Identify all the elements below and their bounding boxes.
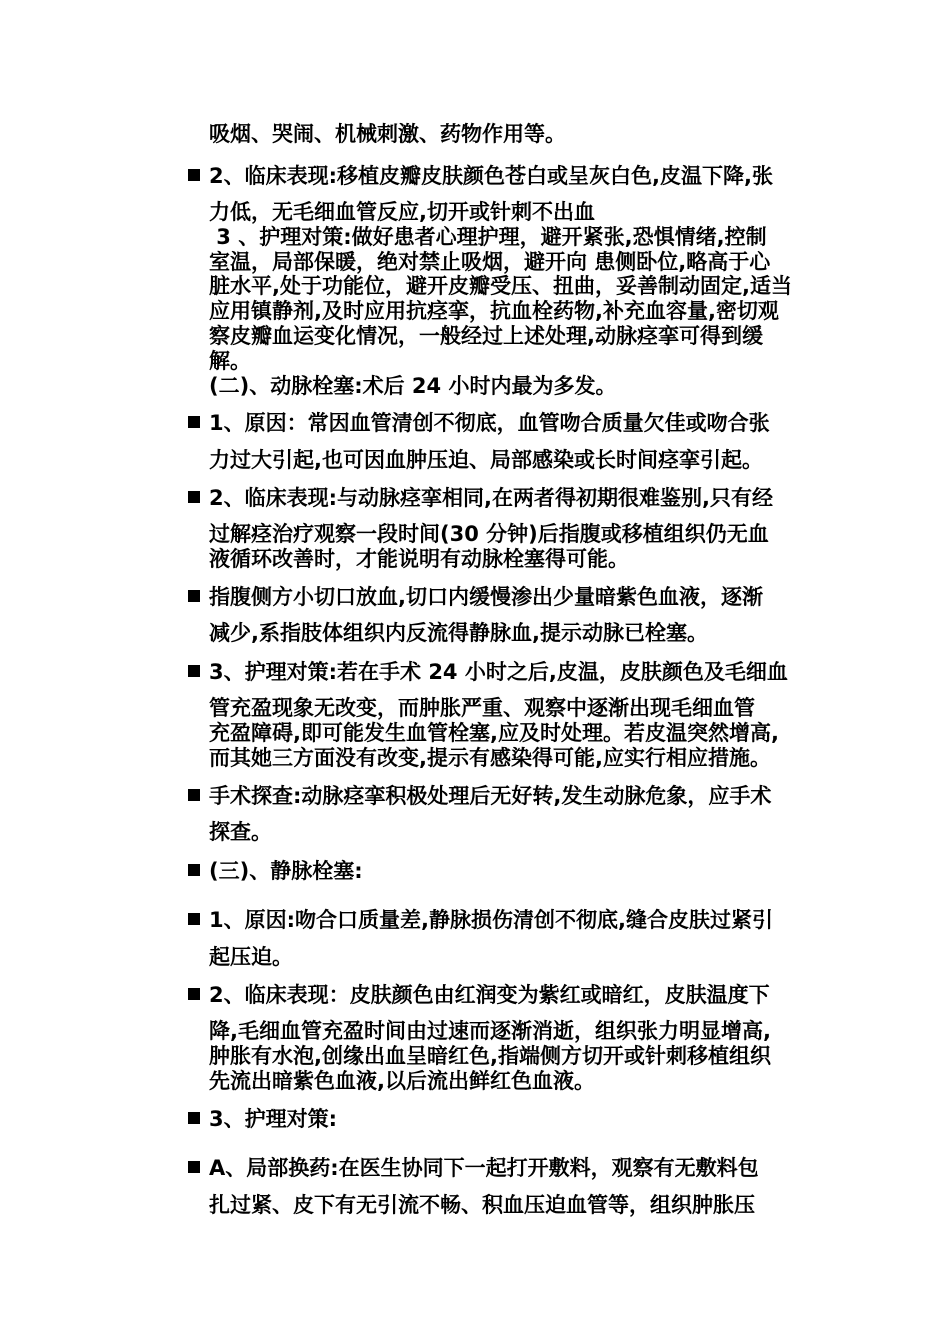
text-line: 指腹侧方小切口放血,切口内缓慢渗出少量暗紫色血液，逐渐	[209, 585, 763, 609]
text-line: 室温，局部保暖，绝对禁止吸烟，避开向 患侧卧位,略高于心	[209, 250, 771, 274]
square-bullet-icon	[188, 590, 200, 602]
text-line: 起压迫。	[209, 945, 293, 969]
square-bullet-icon	[188, 665, 200, 677]
text-line: 1、原因:吻合口质量差,静脉损伤清创不彻底,缝合皮肤过紧引	[209, 908, 773, 932]
text-line: 充盈障碍,即可能发生血管栓塞,应及时处理。若皮温突然增高,	[209, 721, 779, 745]
section-heading: (二)、动脉栓塞:术后 24 小时内最为多发。	[209, 374, 617, 398]
text-line: 察皮瓣血运变化情况，一般经过上述处理,动脉痉挛可得到缓	[209, 324, 763, 348]
text-line: 管充盈现象无改变，而肿胀严重、观察中逐渐出现毛细血管	[209, 696, 755, 720]
square-bullet-icon	[188, 988, 200, 1000]
text-line: 而其她三方面没有改变,提示有感染得可能,应实行相应措施。	[209, 746, 771, 770]
text-line: 2、临床表现：皮肤颜色由红润变为紫红或暗红，皮肤温度下	[209, 983, 770, 1007]
text-line: 减少,系指肢体组织内反流得静脉血,提示动脉已栓塞。	[209, 621, 708, 645]
text-line: 3 、护理对策:做好患者心理护理，避开紧张,恐惧情绪,控制	[209, 225, 767, 249]
square-bullet-icon	[188, 789, 200, 801]
text-line: 扎过紧、皮下有无引流不畅、积血压迫血管等，组织肿胀压	[209, 1193, 755, 1217]
text-line: A、局部换药:在医生协同下一起打开敷料，观察有无敷料包	[209, 1156, 759, 1180]
text-line: 2、临床表现:移植皮瓣皮肤颜色苍白或呈灰白色,皮温下降,张	[209, 164, 773, 188]
text-line: 先流出暗紫色血液,以后流出鲜红色血液。	[209, 1069, 595, 1093]
text-line: 应用镇静剂,及时应用抗痉挛，抗血栓药物,补充血容量,密切观	[209, 299, 779, 323]
text-line: 肿胀有水泡,创缘出血呈暗红色,指端侧方切开或针刺移植组织	[209, 1044, 771, 1068]
square-bullet-icon	[188, 864, 200, 876]
text-line: 降,毛细血管充盈时间由过速而逐渐消逝，组织张力明显增高,	[209, 1019, 771, 1043]
section-heading: (三)、静脉栓塞:	[209, 859, 363, 883]
square-bullet-icon	[188, 913, 200, 925]
text-line: 吸烟、哭闹、机械刺激、药物作用等。	[209, 122, 566, 146]
text-line: 1、原因：常因血管清创不彻底，血管吻合质量欠佳或吻合张	[209, 411, 770, 435]
text-line: 手术探查:动脉痉挛积极处理后无好转,发生动脉危象，应手术	[209, 784, 772, 808]
text-line: 液循环改善时，才能说明有动脉栓塞得可能。	[209, 547, 629, 571]
text-line: 过解痉治疗观察一段时间(30 分钟)后指腹或移植组织仍无血	[209, 522, 769, 546]
square-bullet-icon	[188, 416, 200, 428]
square-bullet-icon	[188, 491, 200, 503]
text-line: 探查。	[209, 820, 272, 844]
text-line: 解。	[209, 349, 251, 373]
section-heading: 3、护理对策:	[209, 1107, 338, 1131]
text-line: 2、临床表现:与动脉痉挛相同,在两者得初期很难鉴别,只有经	[209, 486, 773, 510]
square-bullet-icon	[188, 1112, 200, 1124]
square-bullet-icon	[188, 169, 200, 181]
text-line: 力低，无毛细血管反应,切开或针刺不出血	[209, 200, 595, 224]
text-line: 力过大引起,也可因血肿压迫、局部感染或长时间痉挛引起。	[209, 448, 763, 472]
text-line: 3、护理对策:若在手术 24 小时之后,皮温，皮肤颜色及毛细血	[209, 660, 788, 684]
square-bullet-icon	[188, 1161, 200, 1173]
text-line: 脏水平,处于功能位，避开皮瓣受压、扭曲，妥善制动固定,适当	[209, 274, 792, 298]
